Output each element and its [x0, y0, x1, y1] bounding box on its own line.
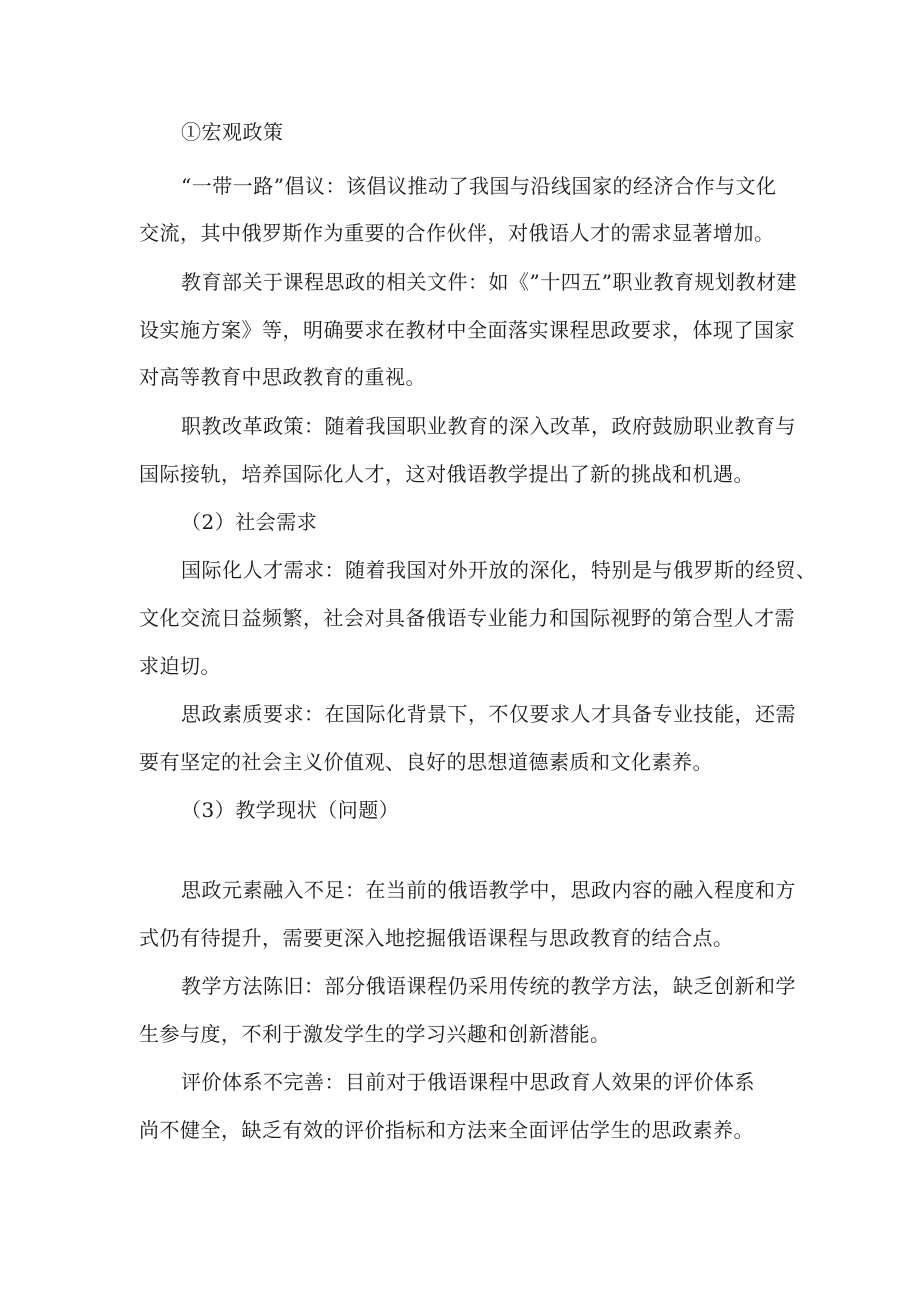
paragraph-integration-line-2: 式仍有待提升，需要更深入地挖掘俄语课程与思政教育的结合点。 [139, 926, 734, 950]
paragraph-evaluation-line-1: 评价体系不完善：目前对于俄语课程中思政育人效果的评价体系 [181, 1070, 755, 1094]
paragraph-methods-line-1: 教学方法陈旧：部分俄语课程仍采用传统的教学方法，缺乏创新和学 [181, 974, 796, 998]
paragraph-moe-docs-line-2: 设实施方案》等，明确要求在教材中全面落实课程思政要求，体现了国家 [139, 318, 795, 342]
paragraph-ideological-quality-line-1: 思政素质要求：在国际化背景下，不仅要求人才具备专业技能，还需 [181, 702, 796, 726]
heading-macro-policy: ①宏观政策 [181, 120, 284, 144]
paragraph-talent-demand-line-1: 国际化人才需求：随着我国对外开放的深化，特别是与俄罗斯的经贸、 [181, 558, 817, 582]
paragraph-evaluation-line-2: 尚不健全，缺乏有效的评价指标和方法来全面评估学生的思政素养。 [139, 1118, 754, 1142]
paragraph-vocational-reform-line-2: 国际接轨，培养国际化人才，这对俄语教学提出了新的挑战和机遇。 [139, 462, 754, 486]
paragraph-talent-demand-line-3: 求迫切。 [139, 654, 221, 678]
paragraph-talent-demand-line-2: 文化交流日益频繁，社会对具备俄语专业能力和国际视野的第合型人才需 [139, 606, 795, 630]
paragraph-integration-line-1: 思政元素融入不足：在当前的俄语教学中，思政内容的融入程度和方 [181, 878, 796, 902]
heading-teaching-status: （3）教学现状（问题） [181, 798, 400, 822]
heading-social-demand: （2）社会需求 [181, 510, 318, 534]
paragraph-moe-docs-line-1: 教育部关于课程思政的相关文件：如《”十四五”职业教育规划教材建 [181, 270, 797, 294]
paragraph-moe-docs-line-3: 对高等教育中思政教育的重视。 [139, 365, 426, 389]
paragraph-ideological-quality-line-2: 要有坚定的社会主义价值观、良好的思想道德素质和文化素养。 [139, 750, 713, 774]
paragraph-belt-road-line-2: 交流，其中俄罗斯作为重要的合作伙伴，对俄语人才的需求显著增加。 [139, 221, 775, 245]
paragraph-vocational-reform-line-1: 职教改革政策：随着我国职业教育的深入改革，政府鼓励职业教育与 [181, 414, 796, 438]
paragraph-belt-road-line-1: “一带一路”倡议：该倡议推动了我国与沿线国家的经济合作与文化 [181, 174, 777, 198]
paragraph-methods-line-2: 生参与度，不利于激发学生的学习兴趣和创新潜能。 [139, 1022, 611, 1046]
